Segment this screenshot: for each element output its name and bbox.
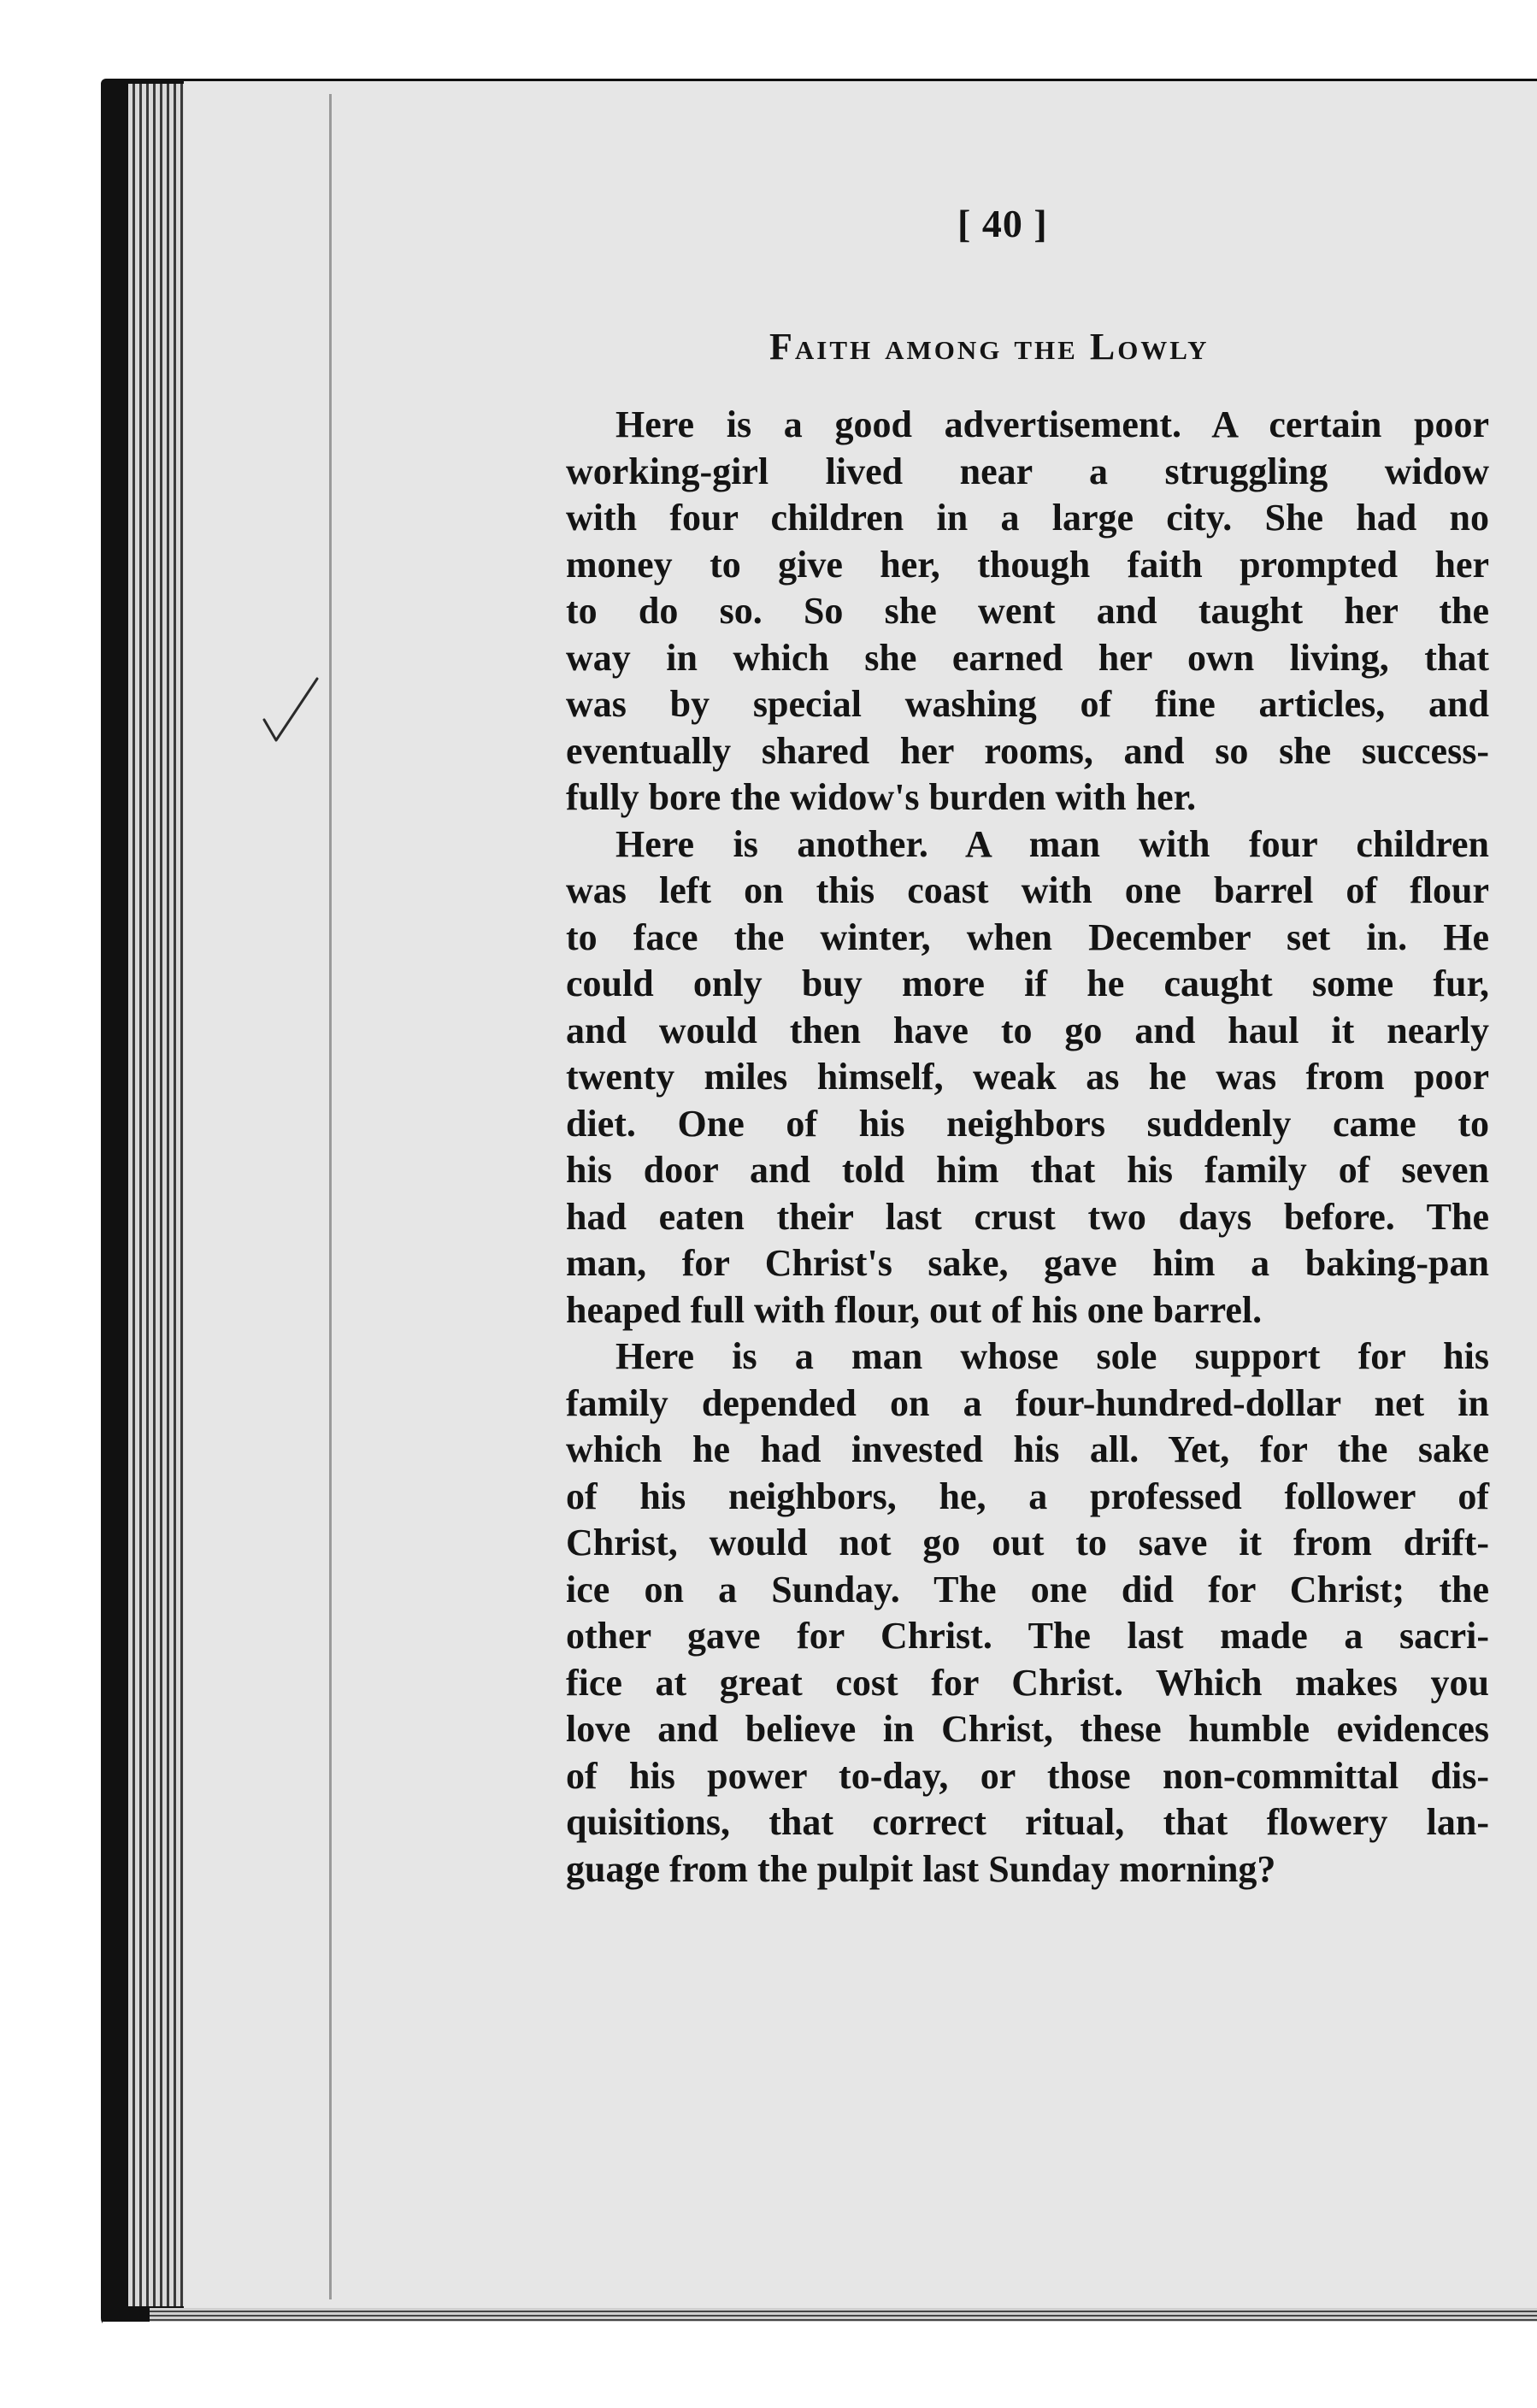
- text-line: ice on a Sunday. The one did for Christ; the: [566, 1568, 1489, 1610]
- text-line: his door and told him that his family of seven: [566, 1149, 1489, 1191]
- text-line: twenty miles himself, weak as he was from poor: [566, 1056, 1489, 1098]
- text-line: family depended on a four-hundred-dollar net in: [566, 1381, 1489, 1424]
- text-line: fully bore the widow's burden with her.: [566, 776, 1197, 818]
- text-line: money to give her, though faith prompted her: [566, 543, 1489, 586]
- paragraph: [566, 402, 1489, 821]
- text-line: diet. One of his neighbors suddenly came to: [566, 1102, 1489, 1145]
- text-line: to face the winter, when December set in. He: [566, 916, 1489, 958]
- text-line: man, for Christ's sake, gave him a baking-pan: [566, 1242, 1489, 1284]
- text-line: working-girl lived near a struggling widow: [566, 450, 1489, 492]
- text-line: way in which she earned her own living, that: [566, 636, 1489, 679]
- text-line: was by special washing of fine articles, and: [566, 683, 1489, 725]
- text-line: other gave for Christ. The last made a sacri-: [566, 1615, 1489, 1657]
- scan-bottom-margin: [103, 2322, 1537, 2408]
- body-text: [566, 402, 1489, 1893]
- text-line: of his power to-day, or those non-committal dis-: [566, 1754, 1489, 1797]
- scan-top-margin: [103, 0, 1537, 81]
- text-line: guage from the pulpit last Sunday morning?: [566, 1847, 1276, 1890]
- text-line: with four children in a large city. She had no: [566, 497, 1489, 539]
- text-line: of his neighbors, he, a professed follower of: [566, 1475, 1489, 1517]
- text-line: heaped full with flour, out of his one barrel.: [566, 1288, 1263, 1331]
- text-line: had eaten their last crust two days before. The: [566, 1195, 1489, 1238]
- checkmark-icon: [261, 675, 321, 744]
- text-line: love and believe in Christ, these humble evidences: [566, 1708, 1489, 1750]
- page-edges: [128, 84, 188, 2306]
- text-line: to do so. So she went and taught her the: [566, 590, 1489, 632]
- text-line: and would then have to go and haul it nearly: [566, 1009, 1489, 1051]
- page-bottom-edges: [150, 2308, 1537, 2322]
- text-line: eventually shared her rooms, and so she success-: [566, 729, 1489, 772]
- paragraph: [566, 1334, 1489, 1893]
- text-line: was left on this coast with one barrel of flour: [566, 869, 1489, 911]
- page-fold-line: [329, 94, 332, 2299]
- chapter-title: Faith among the Lowly: [769, 326, 1210, 368]
- text-line: Here is a good advertisement. A certain poor: [615, 403, 1489, 445]
- text-line: which he had invested his all. Yet, for the sake: [566, 1428, 1489, 1470]
- text-line: could only buy more if he caught some fur,: [566, 963, 1489, 1004]
- text-line: quisitions, that correct ritual, that flowery lan-: [566, 1801, 1489, 1843]
- text-line: Here is another. A man with four children: [615, 822, 1489, 865]
- page-number: [ 40 ]: [957, 202, 1048, 245]
- text-line: Here is a man whose sole support for his: [615, 1335, 1489, 1377]
- paragraph: [566, 821, 1489, 1334]
- text-line: Christ, would not go out to save it from drift-: [566, 1522, 1489, 1563]
- text-line: fice at great cost for Christ. Which makes you: [566, 1661, 1489, 1704]
